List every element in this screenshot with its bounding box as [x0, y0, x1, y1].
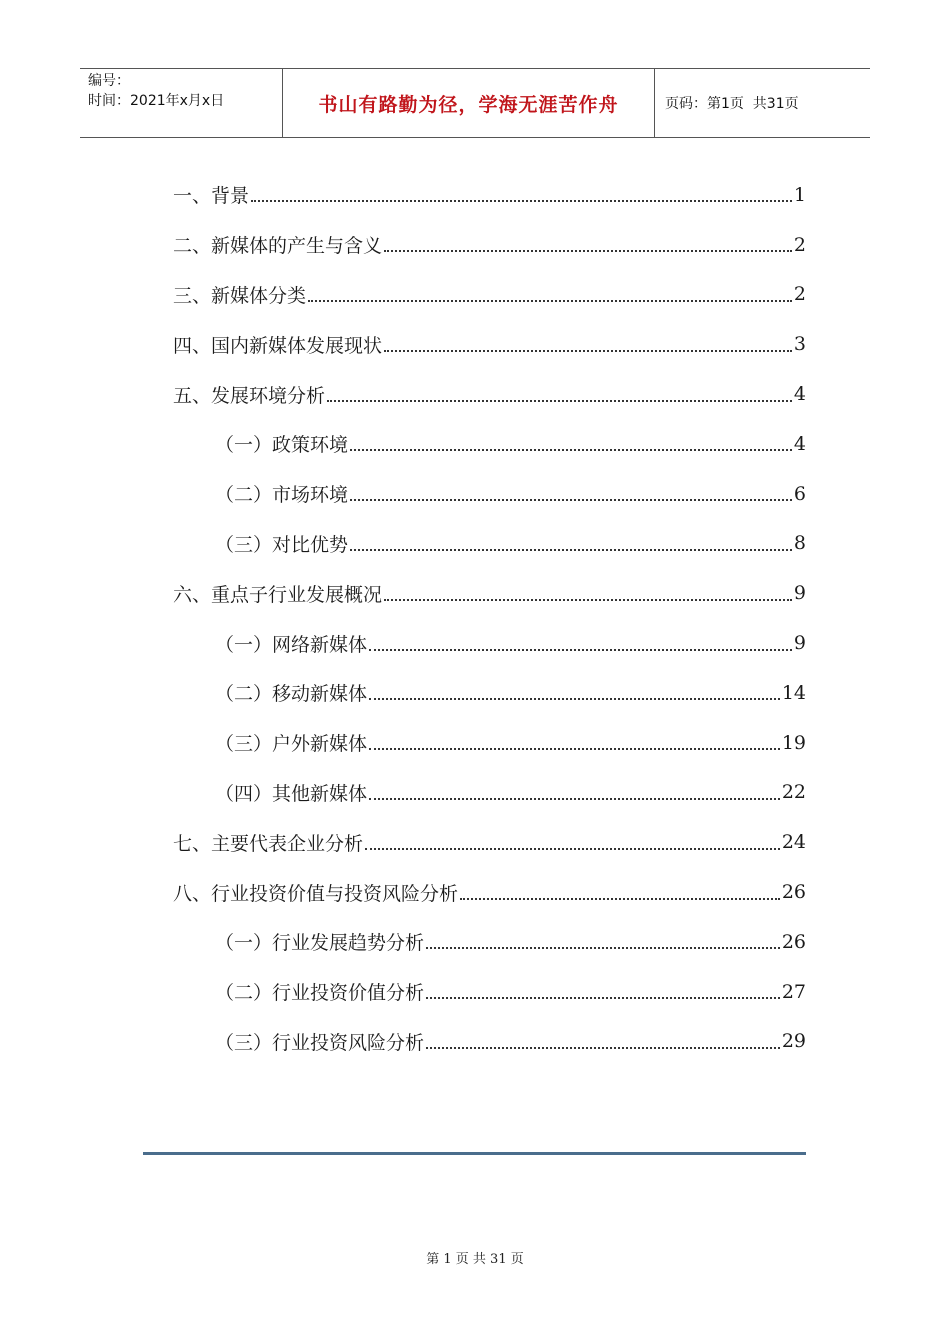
toc-entry-title: 二、新媒体的产生与含义 [173, 235, 383, 258]
toc-entry[interactable] [173, 319, 806, 369]
toc-entry[interactable] [173, 867, 806, 917]
toc-leader-dots [460, 897, 780, 900]
toc-entry-page: 1 [793, 183, 806, 206]
toc-entry[interactable] [173, 469, 806, 519]
toc-entry-title: （二）行业投资价值分析 [215, 982, 425, 1005]
footer-page-number: 第 1 页 共 31 页 [426, 1252, 524, 1267]
toc-entry-title: 四、国内新媒体发展现状 [173, 334, 383, 357]
toc-entry-page: 2 [793, 283, 806, 306]
toc-leader-dots [369, 747, 780, 750]
toc-entry-page: 4 [793, 432, 806, 455]
toc-entry-title: （四）其他新媒体 [215, 782, 368, 805]
toc-entry[interactable] [173, 519, 806, 569]
toc-entry[interactable] [173, 817, 806, 867]
toc-entry-page: 19 [781, 731, 806, 754]
toc-entry-page: 3 [793, 333, 806, 356]
toc-entry-title: 一、背景 [173, 185, 250, 208]
toc-leader-dots [327, 399, 792, 402]
toc-entry[interactable] [173, 917, 806, 967]
page-header [80, 68, 870, 138]
toc-entry[interactable] [173, 1017, 806, 1067]
header-page-info [655, 69, 870, 137]
toc-entry[interactable] [173, 170, 806, 220]
toc-entry-page: 27 [781, 980, 806, 1003]
toc-entry-page: 26 [781, 881, 806, 904]
toc-entry[interactable] [173, 220, 806, 270]
toc-entry[interactable] [173, 718, 806, 768]
toc-entry-title: （三）户外新媒体 [215, 733, 368, 756]
toc-entry-page: 29 [781, 1030, 806, 1053]
toc-entry-title: （二）市场环境 [215, 484, 349, 507]
toc-leader-dots [350, 498, 792, 501]
toc-entry-title: 六、重点子行业发展概况 [173, 583, 383, 606]
toc-entry-title: （三）对比优势 [215, 533, 349, 556]
page-info-text: 页码：第1页 共31页 [665, 96, 799, 112]
toc-leader-dots [426, 946, 780, 949]
toc-leader-dots [369, 797, 780, 800]
toc-entry[interactable] [173, 768, 806, 818]
toc-leader-dots [251, 199, 792, 202]
toc-entry[interactable] [173, 419, 806, 469]
toc-leader-dots [426, 1046, 780, 1049]
toc-leader-dots [350, 548, 792, 551]
toc-entry-page: 8 [793, 532, 806, 555]
toc-entry-page: 24 [781, 831, 806, 854]
toc-leader-dots [369, 697, 780, 700]
toc-entry-title: 七、主要代表企业分析 [173, 832, 364, 855]
toc-entry-page: 26 [781, 930, 806, 953]
toc-entry-title: （一）行业发展趋势分析 [215, 932, 425, 955]
toc-entry-page: 2 [793, 233, 806, 256]
toc-leader-dots [384, 598, 792, 601]
toc-entry[interactable] [173, 568, 806, 618]
toc-leader-dots [384, 349, 792, 352]
footer-divider [143, 1152, 806, 1155]
toc-entry[interactable] [173, 270, 806, 320]
toc-leader-dots [365, 847, 780, 850]
toc-leader-dots [369, 648, 792, 651]
toc-entry-title: （二）移动新媒体 [215, 683, 368, 706]
toc-entry-page: 9 [793, 632, 806, 655]
header-meta [80, 69, 282, 137]
date-label: 时间：2021年x月x日 [88, 93, 225, 109]
toc-entry[interactable] [173, 369, 806, 419]
table-of-contents [173, 170, 806, 1066]
toc-leader-dots [308, 299, 792, 302]
toc-entry-title: 五、发展环境分析 [173, 384, 326, 407]
serial-number-label: 编号： [88, 73, 130, 89]
toc-entry-page: 14 [781, 681, 806, 704]
toc-entry-title: 三、新媒体分类 [173, 284, 307, 307]
toc-entry-page: 22 [781, 781, 806, 804]
toc-entry-page: 9 [793, 582, 806, 605]
toc-entry-title: 八、行业投资价值与投资风险分析 [173, 882, 459, 905]
toc-entry-page: 6 [793, 482, 806, 505]
toc-entry[interactable] [173, 967, 806, 1017]
toc-entry[interactable] [173, 668, 806, 718]
toc-leader-dots [384, 249, 792, 252]
toc-entry[interactable] [173, 618, 806, 668]
toc-entry-title: （三）行业投资风险分析 [215, 1031, 425, 1054]
header-motto: 书山有路勤为径，学海无涯苦作舟 [282, 69, 655, 137]
toc-leader-dots [426, 996, 780, 999]
toc-entry-title: （一）网络新媒体 [215, 633, 368, 656]
toc-entry-title: （一）政策环境 [215, 434, 349, 457]
toc-entry-page: 4 [793, 383, 806, 406]
toc-leader-dots [350, 448, 792, 451]
